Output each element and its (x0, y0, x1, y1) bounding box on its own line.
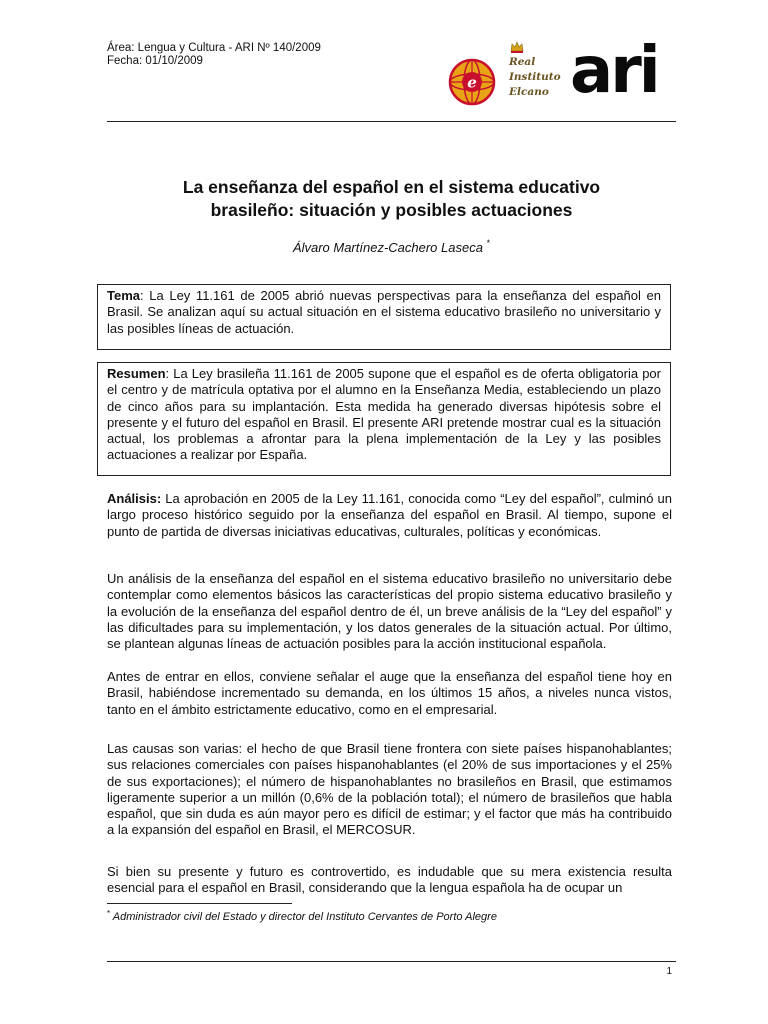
resumen-text: : La Ley brasileña 11.161 de 2005 supone que el español es de oferta obligatoria por el centro y de matrícula optativa por el alumno en la Enseñanza Media, estableciendo un plazo de cinco años para su implantación. Esta medida ha generado diversas hipótesis sobre el presente y el futuro del español en Brasil. El presente ARI pretende mostrar cual es la situación actual, los problemas a afrontar para la plena implementación de la Ley y las posibles actuaciones a realizar por España. (107, 366, 661, 463)
page-number: 1 (666, 966, 672, 977)
tema-box (97, 284, 671, 350)
author-footnote-mark: * (486, 238, 491, 248)
footnote (107, 907, 497, 924)
emblem-letter: e (467, 73, 477, 92)
footnote-mark: * (107, 909, 111, 918)
document-metadata (107, 42, 321, 68)
body-paragraph: Antes de entrar en ellos, conviene señalar el auge que la enseñanza del español tiene hoy en Brasil, habiéndose incrementado su demanda, en los últimos 15 años, a niveles nunca vistos, tanto en el ámbito estrictamente educativo, como en el empresarial. (107, 669, 672, 717)
area-line: Área: Lengua y Cultura - ARI Nº 140/2009 (107, 42, 321, 54)
analisis-label: Análisis: (107, 491, 162, 506)
author-line (107, 235, 676, 256)
author-name: Álvaro Martínez-Cachero Laseca (292, 240, 483, 255)
tema-text: : La Ley 11.161 de 2005 abrió nuevas perspectivas para la enseñanza del español en Brasil. Se analizan aquí su actual situación en el sistema educativo brasileño no universitario y las posibles líneas de actuación. (107, 288, 661, 336)
body-paragraph: Las causas son varias: el hecho de que Brasil tiene frontera con siete países hispanohablantes; sus relaciones comerciales con países hispanohablantes (el 20% de sus importaciones y el 25% de sus exportaciones); el número de hispanohablantes no brasileños en Brasil, que estimamos ligeramente superior a un millón (0,6% de la población total); el número de brasileños que habla español, que sin duda es aún mayor pero es difícil de estimar; y el factor que más ha contribuido a la expansión del español en Brasil, el MERCOSUR. (107, 741, 672, 838)
analisis-paragraph (107, 491, 672, 540)
ari-logo: ari (570, 34, 658, 108)
footnote-text: Administrador civil del Estado y director del Instituto Cervantes de Porto Alegre (110, 911, 497, 923)
resumen-box (97, 362, 671, 476)
document-title: La enseñanza del español en el sistema educativo brasileño: situación y posibles actuaciones (182, 177, 601, 220)
header-divider (107, 121, 676, 122)
body-paragraph: Si bien su presente y futuro es controvertido, es indudable que su mera existencia resulta esencial para el español en Brasil, considerando que la lengua española ha de ocupar un (107, 864, 672, 896)
analisis-text: La aprobación en 2005 de la Ley 11.161, conocida como “Ley del español”, culminó un largo proceso histórico seguido por la enseñanza del español en Brasil. Al tiempo, supone el punto de partida de diversas iniciativas educativas, culturales, políticas y económicas. (107, 491, 672, 539)
body-paragraph: Un análisis de la enseñanza del español en el sistema educativo brasileño no universitario debe contemplar como elementos básicos las características del propio sistema educativo brasileño y la evolución de la enseñanza del español dentro de él, un breve análisis de la “Ley del español” y las dificultades para su implementación, y los datos generales de la situación actual. Por último, se plantean algunas líneas de actuación posibles para la acción institucional española. (107, 571, 672, 652)
elcano-globe-logo-icon (448, 58, 496, 106)
footer-divider (107, 961, 676, 962)
crown-icon (510, 41, 524, 53)
real-instituto-elcano-wordmark: Real Instituto Elcano (509, 56, 561, 98)
date-line: Fecha: 01/10/2009 (107, 55, 203, 67)
footnote-divider (107, 903, 292, 904)
resumen-label: Resumen (107, 366, 166, 381)
tema-label: Tema (107, 288, 140, 303)
